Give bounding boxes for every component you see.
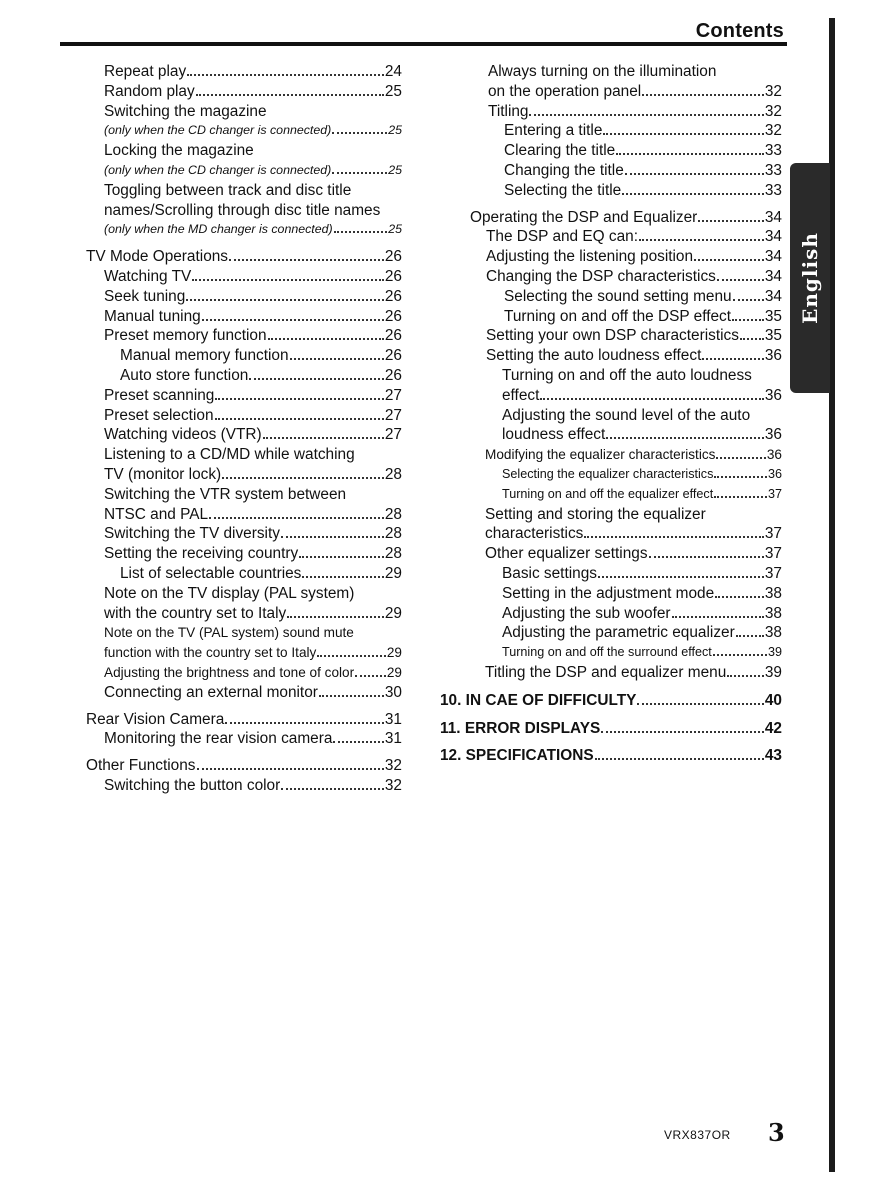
toc-entry [440,465,782,485]
toc-entry-title: Basic settings [502,564,597,582]
toc-entry [86,161,402,181]
toc-entry [86,307,402,327]
toc-entry [440,691,782,711]
dot-leader [715,596,764,598]
toc-entry-title: effect [502,386,540,404]
toc-entry-title: Setting the receiving country [104,545,299,563]
toc-entry-page: 43 [764,747,782,765]
toc-entry-page: 32 [764,122,782,140]
dot-leader [186,299,384,301]
language-tab-label: English [798,232,822,324]
toc-entry [86,346,402,366]
toc-entry [440,366,782,386]
toc-entry-page: 27 [384,406,402,424]
dot-leader [229,259,384,261]
toc-entry-title: Note on the TV display (PAL system) [104,584,355,602]
toc-entry-page: 25 [388,123,402,138]
toc-entry-page: 29 [386,664,402,680]
toc-entry-title: Repeat play [104,63,187,80]
dot-leader [299,556,384,558]
toc-entry [86,406,402,426]
toc-entry-page: 40 [764,691,782,709]
toc-entry-title: loudness effect [502,426,606,444]
toc-entry [86,465,402,485]
toc-entry [440,386,782,406]
toc-entry-page: 34 [764,267,782,285]
toc-entry-title: 10. IN CAE OF DIFFICULTY [440,691,637,709]
toc-entry [86,663,402,683]
toc-entry [440,544,782,564]
toc-entry-title: Manual memory function [120,347,289,365]
toc-entry [86,366,402,386]
toc-entry-title: Seek tuning [104,287,186,305]
toc-entry [86,564,402,584]
toc-entry-page: 27 [384,386,402,404]
dot-leader [672,616,764,618]
toc-entry [86,201,402,221]
toc-entry [440,141,782,161]
toc-entry [440,247,782,267]
toc-entry-page: 26 [384,287,402,305]
dot-leader [334,231,388,233]
toc-entry-title: Other Functions [86,757,196,775]
dot-leader [209,517,384,519]
toc-entry-title: names/Scrolling through disc title names [104,201,381,219]
toc-entry-page: 28 [384,465,402,483]
toc-entry-title: Changing the DSP characteristics [486,267,716,285]
toc-entry-title: (only when the CD changer is connected) [104,123,332,138]
toc-entry-title: Selecting the title [504,181,622,199]
toc-entry [440,208,782,228]
toc-entry-page: 36 [764,347,782,365]
toc-entry-page: 26 [384,327,402,345]
dot-leader [714,496,767,498]
toc-entry-title: Operating the DSP and Equalizer [470,208,698,226]
toc-entry-page: 25 [384,82,402,100]
toc-entry-title: Rear Vision Camera [86,710,225,728]
dot-leader [319,695,384,697]
toc-entry-title: Other equalizer settings [485,545,648,563]
dot-leader [290,358,384,360]
toc-entry-title: Switching the magazine [104,102,267,120]
dot-leader [733,299,764,301]
toc-entry [440,121,782,141]
toc-entry [440,62,782,82]
toc-entry [86,623,402,643]
toc-entry [440,485,782,505]
toc-entry [440,663,782,683]
toc-entry-title: (only when the MD changer is connected) [104,222,333,237]
toc-entry-title: Entering a title [504,122,603,140]
toc-entry-page: 32 [764,82,782,100]
dot-leader [540,398,764,400]
toc-entry-page: 32 [764,102,782,120]
dot-leader [281,536,384,538]
toc-entry [86,505,402,525]
language-tab [790,163,830,393]
toc-entry [440,505,782,525]
dot-leader [595,758,764,760]
toc-entry-title: Setting your own DSP characteristics [486,327,739,345]
dot-leader [332,172,387,174]
toc-entry-title: Always turning on the illumination [488,63,717,80]
dot-leader [584,536,764,538]
toc-entry-page: 25 [388,162,402,177]
dot-leader [736,635,764,637]
toc-entry [86,604,402,624]
toc-entry-page: 32 [384,776,402,794]
toc-entry-title: Auto store function [120,366,249,384]
toc-entry-title: Titling the DSP and equalizer menu [485,663,727,681]
toc-entry [86,220,402,240]
dot-leader [197,768,384,770]
toc-entry-page: 26 [384,248,402,266]
toc-entry [440,406,782,426]
dot-leader [740,338,764,340]
toc-entry [440,307,782,327]
toc-entry [440,524,782,544]
toc-entry-page: 34 [764,228,782,246]
toc-entry [86,643,402,663]
toc-entry-page: 37 [767,486,782,501]
toc-entry [86,776,402,796]
dot-leader [332,132,387,134]
toc-entry-title: The DSP and EQ can: [486,228,638,246]
toc-entry-title: Setting and storing the equalizer [485,505,706,523]
dot-leader [698,220,764,222]
toc-entry [440,746,782,766]
toc-entry-title: 11. ERROR DISPLAYS [440,719,601,737]
toc-entry [440,346,782,366]
dot-leader [222,477,384,479]
dot-leader [302,576,384,578]
toc-entry-page: 37 [764,545,782,563]
toc-entry [440,181,782,201]
toc-entry-title: Preset memory function [104,327,267,345]
toc-entry-title: Switching the TV diversity [104,525,280,543]
toc-entry-page: 26 [384,267,402,285]
toc-entry-page: 34 [764,248,782,266]
toc-entry [86,102,402,122]
toc-entry-title: Manual tuning [104,307,201,325]
dot-leader [355,675,386,677]
dot-leader [639,239,764,241]
toc-entry-title: Preset selection [104,406,214,424]
toc-entry [440,643,782,663]
dot-leader [215,398,384,400]
toc-entry-page: 28 [384,525,402,543]
dot-leader [616,153,764,155]
dot-leader [333,741,383,743]
toc-entry-page: 39 [764,663,782,681]
toc-entry-page: 36 [767,466,782,481]
toc-entry-page: 38 [764,624,782,642]
toc-entry-page: 26 [384,366,402,384]
toc-entry-page: 33 [764,161,782,179]
toc-entry-page: 42 [764,719,782,737]
toc-entry-title: Selecting the sound setting menu [504,287,732,305]
dot-leader [263,437,384,439]
toc-entry-title: function with the country set to Italy [104,645,317,661]
toc-entry [440,564,782,584]
toc-entry-title: TV Mode Operations [86,248,229,266]
toc-entry-title: TV (monitor lock) [104,465,222,483]
toc-entry [86,445,402,465]
toc-entry-title: List of selectable countries [120,564,302,582]
toc-entry-page: 26 [384,347,402,365]
toc-entry-title: Setting in the adjustment mode [502,584,715,602]
toc-entry-title: Watching TV [104,267,192,285]
toc-entry-title: Listening to a CD/MD while watching [104,446,355,464]
toc-entry [440,604,782,624]
page-number: 3 [768,1118,785,1147]
toc-entry-title: Adjusting the listening position [486,248,694,266]
toc-entry-page: 29 [384,564,402,582]
dot-leader [713,654,767,656]
dot-leader [649,556,764,558]
dot-leader [717,279,764,281]
toc-entry-page: 29 [384,604,402,622]
toc-entry-page: 35 [764,327,782,345]
toc-entry [86,584,402,604]
dot-leader [187,74,384,76]
dot-leader [215,418,384,420]
toc-entry [86,485,402,505]
toc-entry-title: Adjusting the brightness and tone of color [104,664,355,680]
toc-entry [86,141,402,161]
toc-entry-title: Toggling between track and disc title [104,181,352,199]
toc-entry-title: Monitoring the rear vision camera [104,730,333,748]
toc-entry-page: 24 [384,63,402,80]
toc-entry [440,227,782,247]
toc-entry [86,729,402,749]
toc-entry-title: Random play [104,82,195,100]
toc-entry-title: Adjusting the sound level of the auto [502,406,751,424]
toc-entry [86,82,402,102]
header-rule [60,42,787,46]
toc-entry-page: 33 [764,181,782,199]
dot-leader [702,358,764,360]
toc-entry [440,584,782,604]
dot-leader [317,655,386,657]
toc-entry [86,710,402,730]
toc-entry-page: 36 [766,447,782,463]
toc-entry-page: 37 [764,525,782,543]
toc-entry-title: Turning on and off the surround effect [502,645,712,660]
toc-entry-page: 25 [388,222,402,237]
toc-entry-page: 28 [384,505,402,523]
toc-entry [440,623,782,643]
toc-entry [440,445,782,465]
toc-entry [440,161,782,181]
toc-entry [440,287,782,307]
toc-entry [86,756,402,776]
dot-leader [225,722,384,724]
toc-entry-page: 34 [764,287,782,305]
dot-leader [196,94,384,96]
toc-entry-title: characteristics [485,525,584,543]
toc-entry-title: with the country set to Italy [104,604,287,622]
toc-entry-title: Clearing the title [504,142,616,160]
toc-entry [86,326,402,346]
toc-entry-page: 27 [384,426,402,444]
toc-entry-title: Connecting an external monitor [104,683,318,701]
dot-leader [249,378,384,380]
toc-entry-page: 36 [764,426,782,444]
toc-entry [86,683,402,703]
toc-entry-title: Locking the magazine [104,142,254,160]
toc-entry-page: 38 [764,604,782,622]
toc-left-column [86,62,402,796]
toc-entry-page: 30 [384,683,402,701]
toc-entry-page: 36 [764,386,782,404]
dot-leader [642,94,764,96]
toc-entry-page: 35 [764,307,782,325]
toc-entry-title: Selecting the equalizer characteristics [502,466,714,481]
toc-entry-page: 34 [764,208,782,226]
toc-entry-page: 38 [764,584,782,602]
dot-leader [606,437,764,439]
toc-entry-title: Preset scanning [104,386,215,404]
toc-entry-title: Note on the TV (PAL system) sound mute [104,625,354,641]
toc-entry-title: 12. SPECIFICATIONS [440,747,594,765]
toc-entry-title: Turning on and off the DSP effect [504,307,732,325]
dot-leader [529,114,763,116]
toc-entry [440,102,782,122]
dot-leader [281,788,384,790]
toc-entry-title: Switching the VTR system between [104,485,347,503]
toc-entry [440,719,782,739]
toc-entry-title: Watching videos (VTR) [104,426,262,444]
toc-entry-page: 39 [767,645,782,660]
toc-entry [86,386,402,406]
toc-right-column [440,62,782,766]
toc-entry [86,287,402,307]
toc-entry-title: Titling [488,102,529,120]
toc-entry-title: Modifying the equalizer characteristics [485,447,716,463]
toc-entry [440,425,782,445]
dot-leader [716,457,765,459]
toc-entry-title: Changing the title [504,161,624,179]
toc-entry [440,267,782,287]
toc-entry-page: 26 [384,307,402,325]
toc-entry [86,267,402,287]
dot-leader [287,616,384,618]
dot-leader [202,319,384,321]
dot-leader [598,576,764,578]
dot-leader [192,279,384,281]
toc-entry-page: 31 [384,710,402,728]
toc-entry-title: Switching the button color [104,776,281,794]
dot-leader [268,338,384,340]
dot-leader [601,731,764,733]
toc-entry [86,425,402,445]
toc-entry-page: 33 [764,142,782,160]
toc-entry [86,524,402,544]
toc-entry-title: Adjusting the sub woofer [502,604,671,622]
toc-entry-page: 32 [384,757,402,775]
dot-leader [694,259,764,261]
dot-leader [637,703,763,705]
toc-entry-title: NTSC and PAL [104,505,209,523]
toc-entry [86,544,402,564]
toc-entry [86,247,402,267]
toc-entry-page: 37 [764,564,782,582]
toc-entry [86,121,402,141]
page-title: Contents [695,20,784,42]
toc-entry-title: (only when the CD changer is connected) [104,162,332,177]
toc-entry [86,62,402,82]
toc-entry-title: Adjusting the parametric equalizer [502,624,735,642]
toc-entry-title: Turning on and off the equalizer effect [502,486,714,501]
toc-entry [440,82,782,102]
toc-entry [440,326,782,346]
dot-leader [622,193,764,195]
toc-entry-title: on the operation panel [488,82,642,100]
model-number: VRX837OR [664,1128,731,1142]
dot-leader [727,675,764,677]
toc-entry-page: 31 [384,730,402,748]
dot-leader [603,133,763,135]
dot-leader [732,319,764,321]
toc-entry-page: 28 [384,545,402,563]
toc-entry [86,181,402,201]
toc-entry-page: 29 [386,645,402,661]
dot-leader [714,476,767,478]
dot-leader [625,173,764,175]
toc-entry-title: Setting the auto loudness effect [486,347,702,365]
toc-entry-title: Turning on and off the auto loudness [502,366,752,384]
